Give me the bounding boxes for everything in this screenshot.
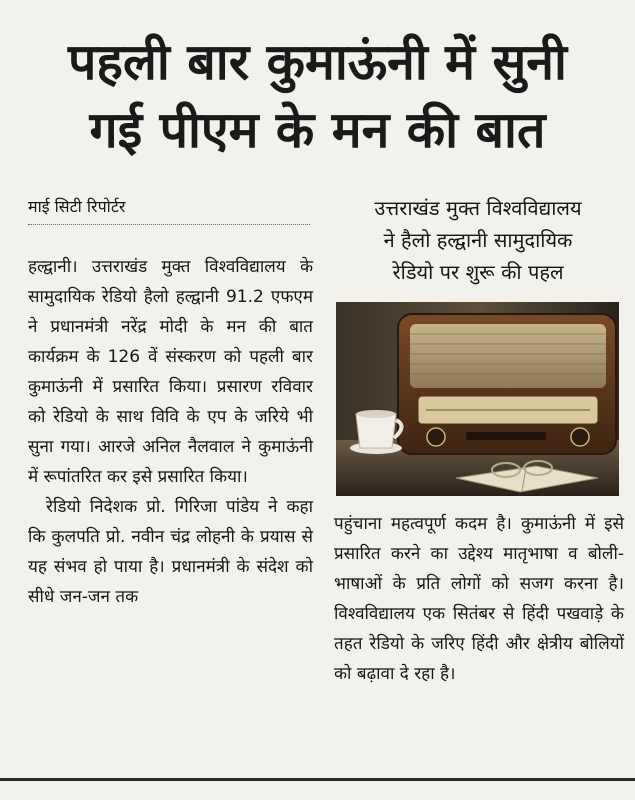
subheadline-line-1: उत्तराखंड मुक्त विश्वविद्यालय [374, 196, 582, 220]
radio-icon [398, 314, 616, 454]
headline-line-2: गई पीएम के मन की बात [89, 101, 546, 159]
article-paragraph: पहुंचाना महत्वपूर्ण कदम है। कुमाऊंनी में इसे प्रसारित करने का उद्देश्य मातृभाषा व बोली-भाषाओं के प्रति लोगों को सजग करना है। विश्वविद्यालय एक सितंबर से हिंदी पखवाड़े के तहत रेडियो के जरिए हिंदी और क्षेत्रीय बोलियों को बढ़ावा दे रहा है। [334, 514, 624, 684]
subheadline [333, 192, 623, 288]
subheadline-line-3: रेडियो पर शुरू की पहल [392, 260, 564, 284]
footer-divider [0, 778, 635, 781]
article-column-right [334, 509, 624, 689]
article-paragraph: हल्द्वानी। उत्तराखंड मुक्त विश्वविद्यालय के सामुदायिक रेडियो हैलो हल्द्वानी 91.2 एफएम ने प्रधानमंत्री नरेंद्र मोदी के मन की बात कार्यक्रम के 126 वें संस्करण को पहली बार कुमाऊंनी में प्रसारित किया। प्रसारण रविवार को रेडियो के साथ विवि के एप के जरिये भी सुना गया। आरजे अनिल नैलवाल ने कुमाऊंनी में रूपांतरित कर इसे प्रसारित किया। [28, 257, 313, 487]
article-column-left [28, 252, 313, 612]
subheadline-line-2: ने हैलो हल्द्वानी सामुदायिक [383, 228, 573, 252]
article-paragraph: रेडियो निदेशक प्रो. गिरिजा पांडेय ने कहा कि कुलपति प्रो. नवीन चंद्र लोहनी के प्रयास से यह संभव हो पाया है। प्रधानमंत्री के संदेश को सीधे जन-जन तक [28, 497, 313, 607]
headline-line-1: पहली बार कुमाऊंनी में सुनी [68, 33, 567, 91]
headline [0, 28, 635, 164]
coffee-cup-icon [350, 410, 402, 454]
article-photo [336, 302, 619, 496]
vintage-radio-photo [336, 302, 619, 496]
byline: माई सिटी रिपोर्टर [28, 196, 310, 225]
